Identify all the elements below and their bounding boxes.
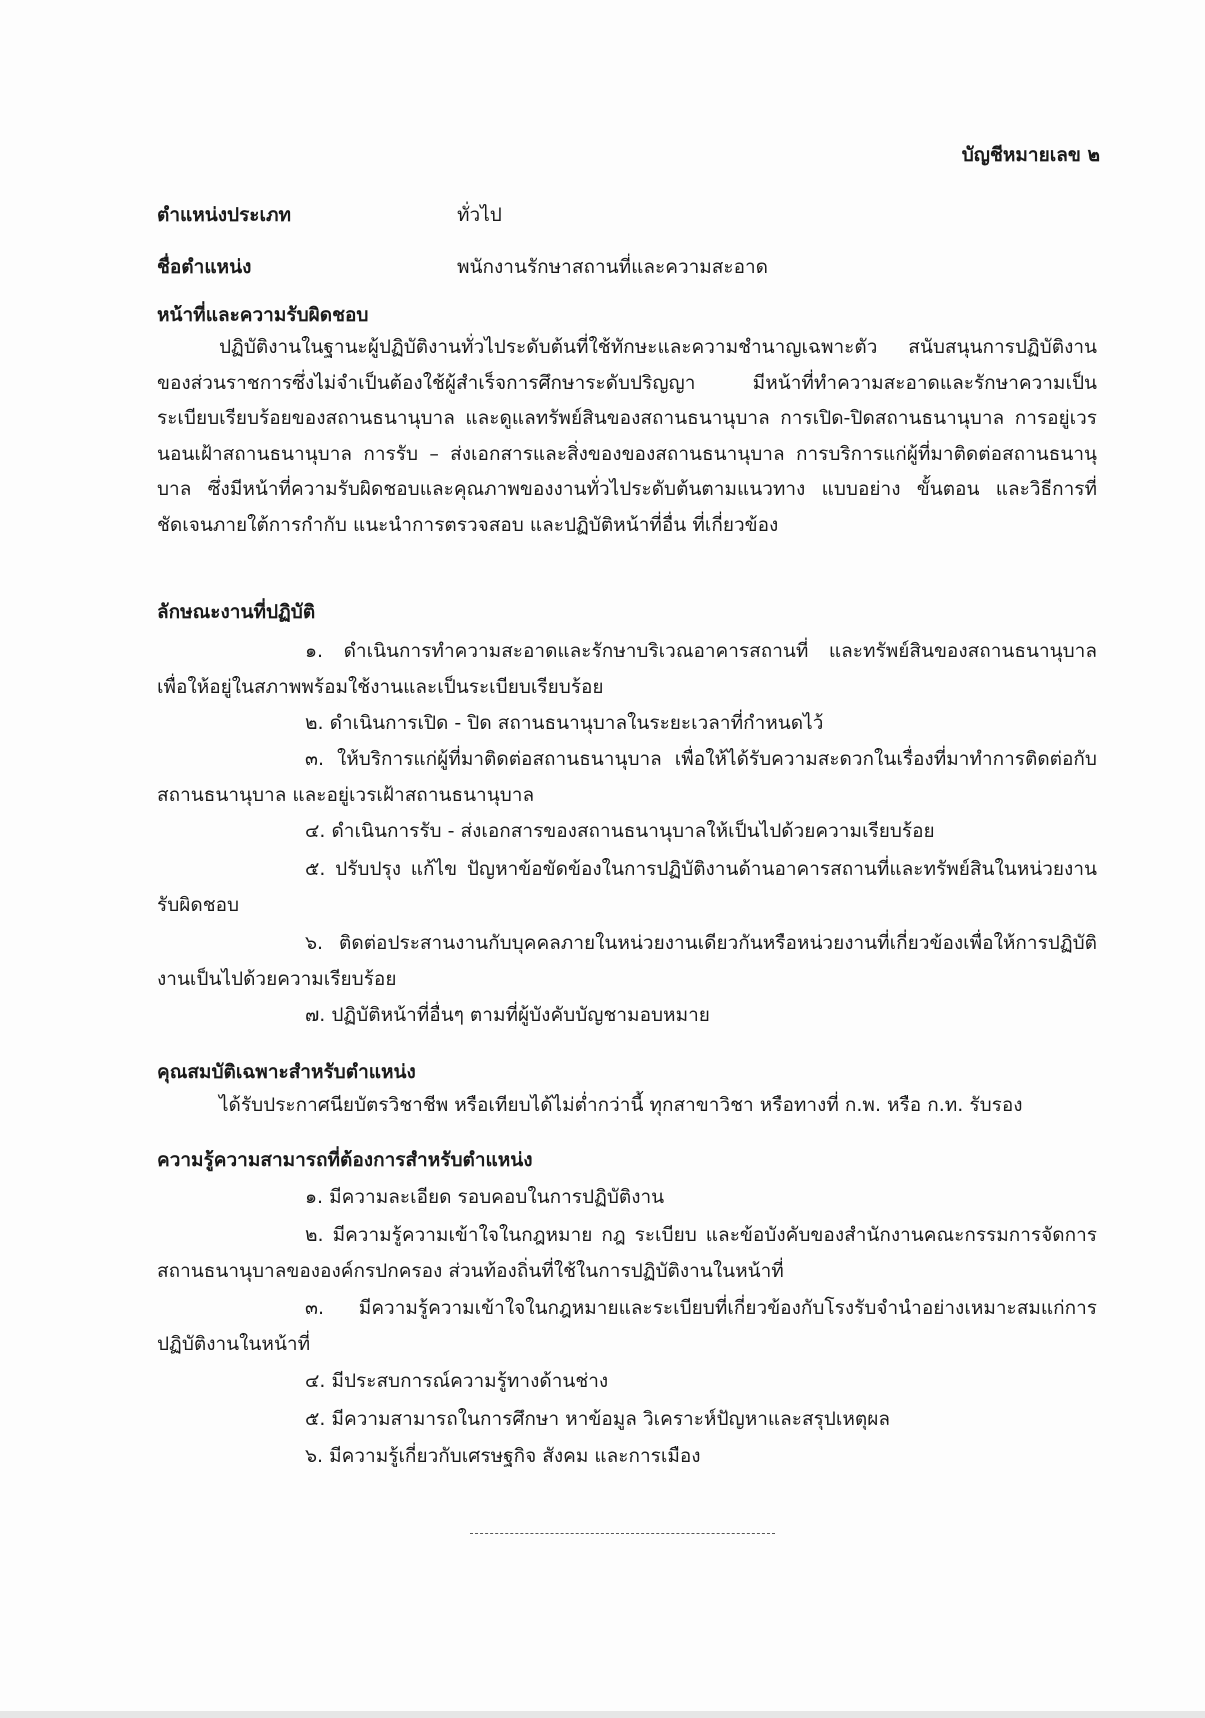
position-type-value: ทั่วไป (457, 204, 502, 226)
knowledge-item-text: ๓. มีความรู้ความเข้าใจในกฎหมายและระเบียบที่เกี่ยวข้องกับโรงรับจำนำอย่างเหมาะสมแก่การปฏิบัติงานในหน้าที่ (157, 1297, 1097, 1355)
knowledge-item (157, 1179, 1097, 1215)
end-divider (470, 1533, 775, 1534)
knowledge-item (157, 1217, 1097, 1289)
work-item (157, 633, 1097, 705)
position-type-label: ตำแหน่งประเภท (157, 204, 292, 226)
position-type-row (157, 200, 502, 230)
work-item (157, 925, 1097, 997)
knowledge-item-text: ๑. มีความละเอียด รอบคอบในการปฏิบัติงาน (305, 1186, 665, 1208)
work-item-text: ๔. ดำเนินการรับ - ส่งเอกสารของสถานธนานุบาลให้เป็นไปด้วยความเรียบร้อย (305, 820, 935, 842)
knowledge-item-text: ๔. มีประสบการณ์ความรู้ทางด้านช่าง (305, 1370, 609, 1392)
duties-text: ปฏิบัติงานในฐานะผู้ปฏิบัติงานทั่วไประดับต้นที่ใช้ทักษะและความชำนาญเฉพาะตัว สนับสนุนการปฏิบัติงานของส่วนราชการซึ่งไม่จำเป็นต้องใช้ผู้สำเร็จการศึกษาระดับปริญญา มีหน้าที่ทำความสะอาดและรักษาความเป็นระเบียบเรียบร้อยของสถานธนานุบาล และดูแลทรัพย์สินของสถานธนานุบาล การเปิด-ปิดสถานธนานุบาล การอยู่เวรนอนเฝ้าสถานธนานุบาล การรับ – ส่งเอกสารและสิ่งของของสถานธนานุบาล การบริการแก่ผู้ที่มาติดต่อสถานธนานุบาล ซึ่งมีหน้าที่ความรับผิดชอบและคุณภาพของงานทั่วไประดับต้นตามแนวทาง แบบอย่าง ขั้นตอน และวิธีการที่ชัดเจนภายใต้การกำกับ แนะนำการตรวจสอบ และปฏิบัติหน้าที่อื่น ที่เกี่ยวข้อง (157, 336, 1097, 536)
work-item (157, 705, 1097, 741)
knowledge-item-text: ๒. มีความรู้ความเข้าใจในกฎหมาย กฎ ระเบียบ และข้อบังคับของสำนักงานคณะกรรมการจัดการ สถานธนานุบาลขององค์กรปกครอง ส่วนท้องถิ่นที่ใช้ในการปฏิบัติงานในหน้าที่ (157, 1224, 1097, 1282)
position-name-label: ชื่อตำแหน่ง (157, 256, 252, 278)
knowledge-item (157, 1290, 1097, 1362)
qualification-paragraph (157, 1088, 1097, 1124)
work-item-text: ๒. ดำเนินการเปิด - ปิด สถานธนานุบาลในระยะเวลาที่กำหนดไว้ (305, 712, 824, 734)
knowledge-item (157, 1438, 1097, 1474)
work-item (157, 741, 1097, 813)
knowledge-item (157, 1363, 1097, 1399)
scan-edge (0, 1711, 1205, 1718)
duties-paragraph (157, 330, 1097, 543)
work-heading: ลักษณะงานที่ปฏิบัติ (157, 601, 316, 623)
work-item (157, 851, 1097, 923)
position-name-value: พนักงานรักษาสถานที่และความสะอาด (457, 256, 769, 278)
work-item-text: ๓. ให้บริการแก่ผู้ที่มาติดต่อสถานธนานุบาล เพื่อให้ได้รับความสะดวกในเรื่องที่มาทำการติดต่อกับสถานธนานุบาล และอยู่เวรเฝ้าสถานธนานุบาล (157, 748, 1097, 806)
work-item-text: ๕. ปรับปรุง แก้ไข ปัญหาข้อขัดข้องในการปฏิบัติงานด้านอาคารสถานที่และทรัพย์สินในหน่วยงาน รับผิดชอบ (157, 858, 1097, 916)
knowledge-item-text: ๖. มีความรู้เกี่ยวกับเศรษฐกิจ สังคม และการเมือง (305, 1445, 701, 1467)
work-item (157, 813, 1097, 849)
work-item-text: ๗. ปฏิบัติหน้าที่อื่นๆ ตามที่ผู้บังคับบัญชามอบหมาย (305, 1004, 710, 1026)
knowledge-item (157, 1401, 1097, 1437)
knowledge-item-text: ๕. มีความสามารถในการศึกษา หาข้อมูล วิเคราะห์ปัญหาและสรุปเหตุผล (305, 1408, 890, 1430)
annex-number: บัญชีหมายเลข ๒ (961, 144, 1100, 166)
work-item-text: ๑. ดำเนินการทำความสะอาดและรักษาบริเวณอาคารสถานที่ และทรัพย์สินของสถานธนานุบาลเพื่อให้อยู่ในสภาพพร้อมใช้งานและเป็นระเบียบเรียบร้อย (157, 640, 1097, 698)
work-item-text: ๖. ติดต่อประสานงานกับบุคคลภายในหน่วยงานเดียวกันหรือหน่วยงานที่เกี่ยวข้องเพื่อให้การปฏิบัติงานเป็นไปด้วยความเรียบร้อย (157, 932, 1097, 990)
qualification-heading: คุณสมบัติเฉพาะสำหรับตำแหน่ง (157, 1061, 416, 1083)
position-name-row (157, 252, 768, 282)
duties-heading: หน้าที่และความรับผิดชอบ (157, 304, 369, 326)
work-item (157, 997, 1097, 1033)
knowledge-heading: ความรู้ความสามารถที่ต้องการสำหรับตำแหน่ง (157, 1149, 533, 1171)
qualification-text: ได้รับประกาศนียบัตรวิชาชีพ หรือเทียบได้ไม่ต่ำกว่านี้ ทุกสาขาวิชา หรือทางที่ ก.พ. หรือ ก.ท. รับรอง (219, 1094, 1023, 1116)
